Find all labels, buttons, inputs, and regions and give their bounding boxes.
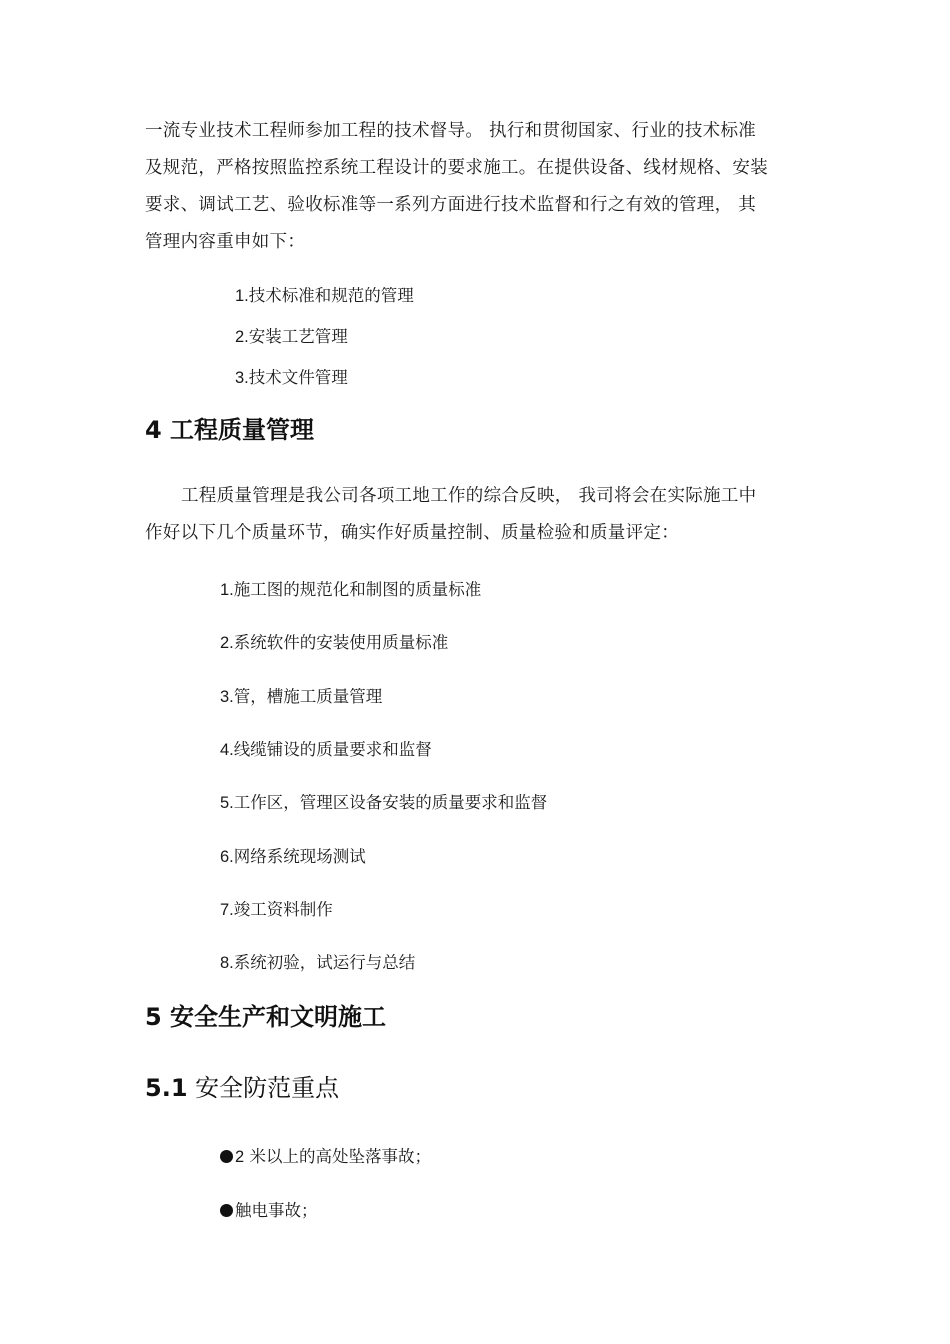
bullet-dot-icon — [220, 1204, 233, 1217]
paragraph-line: 管理内容重申如下： — [145, 232, 306, 252]
paragraph-line: 作好以下几个质量环节，确实作好质量控制、质量检验和质量评定： — [145, 523, 679, 543]
paragraph-line: 一流专业技术工程师参加工程的技术督导。 执行和贯彻国家、行业的技术标准 — [145, 121, 757, 141]
paragraph-line: 工程质量管理是我公司各项工地工作的综合反映， 我司将会在实际施工中 — [181, 486, 757, 506]
list-item: 3.技术文件管理 — [235, 368, 348, 387]
section-heading: 4 工程质量管理 — [145, 416, 315, 444]
bullet-item: 2 米以上的高处坠落事故； — [220, 1143, 431, 1167]
list-item: 1.技术标准和规范的管理 — [235, 286, 414, 305]
list-item: 6.网络系统现场测试 — [220, 847, 366, 866]
section4-paragraph — [145, 478, 810, 552]
intro-paragraph — [145, 113, 810, 261]
list-item: 3.管，槽施工质量管理 — [220, 687, 383, 706]
list-item: 7.竣工资料制作 — [220, 900, 333, 919]
list-item: 5.工作区，管理区设备安装的质量要求和监督 — [220, 793, 548, 812]
list-item: 2.安装工艺管理 — [235, 327, 348, 346]
list-item: 1.施工图的规范化和制图的质量标准 — [220, 580, 482, 599]
list-item: 2.系统软件的安装使用质量标准 — [220, 633, 449, 652]
list-item: 8.系统初验，试运行与总结 — [220, 953, 416, 972]
paragraph-line: 及规范，严格按照监控系统工程设计的要求施工。在提供设备、线材规格、安装 — [145, 158, 768, 178]
bullet-dot-icon — [220, 1150, 233, 1163]
bullet-item: 触电事故； — [220, 1197, 318, 1221]
paragraph-line: 要求、调试工艺、验收标准等一系列方面进行技术监督和行之有效的管理， 其 — [145, 195, 757, 215]
list-item: 4.线缆铺设的质量要求和监督 — [220, 740, 432, 759]
section-heading: 5 安全生产和文明施工 — [145, 1003, 387, 1031]
subsection-heading: 5.1 安全防范重点 — [145, 1074, 340, 1102]
